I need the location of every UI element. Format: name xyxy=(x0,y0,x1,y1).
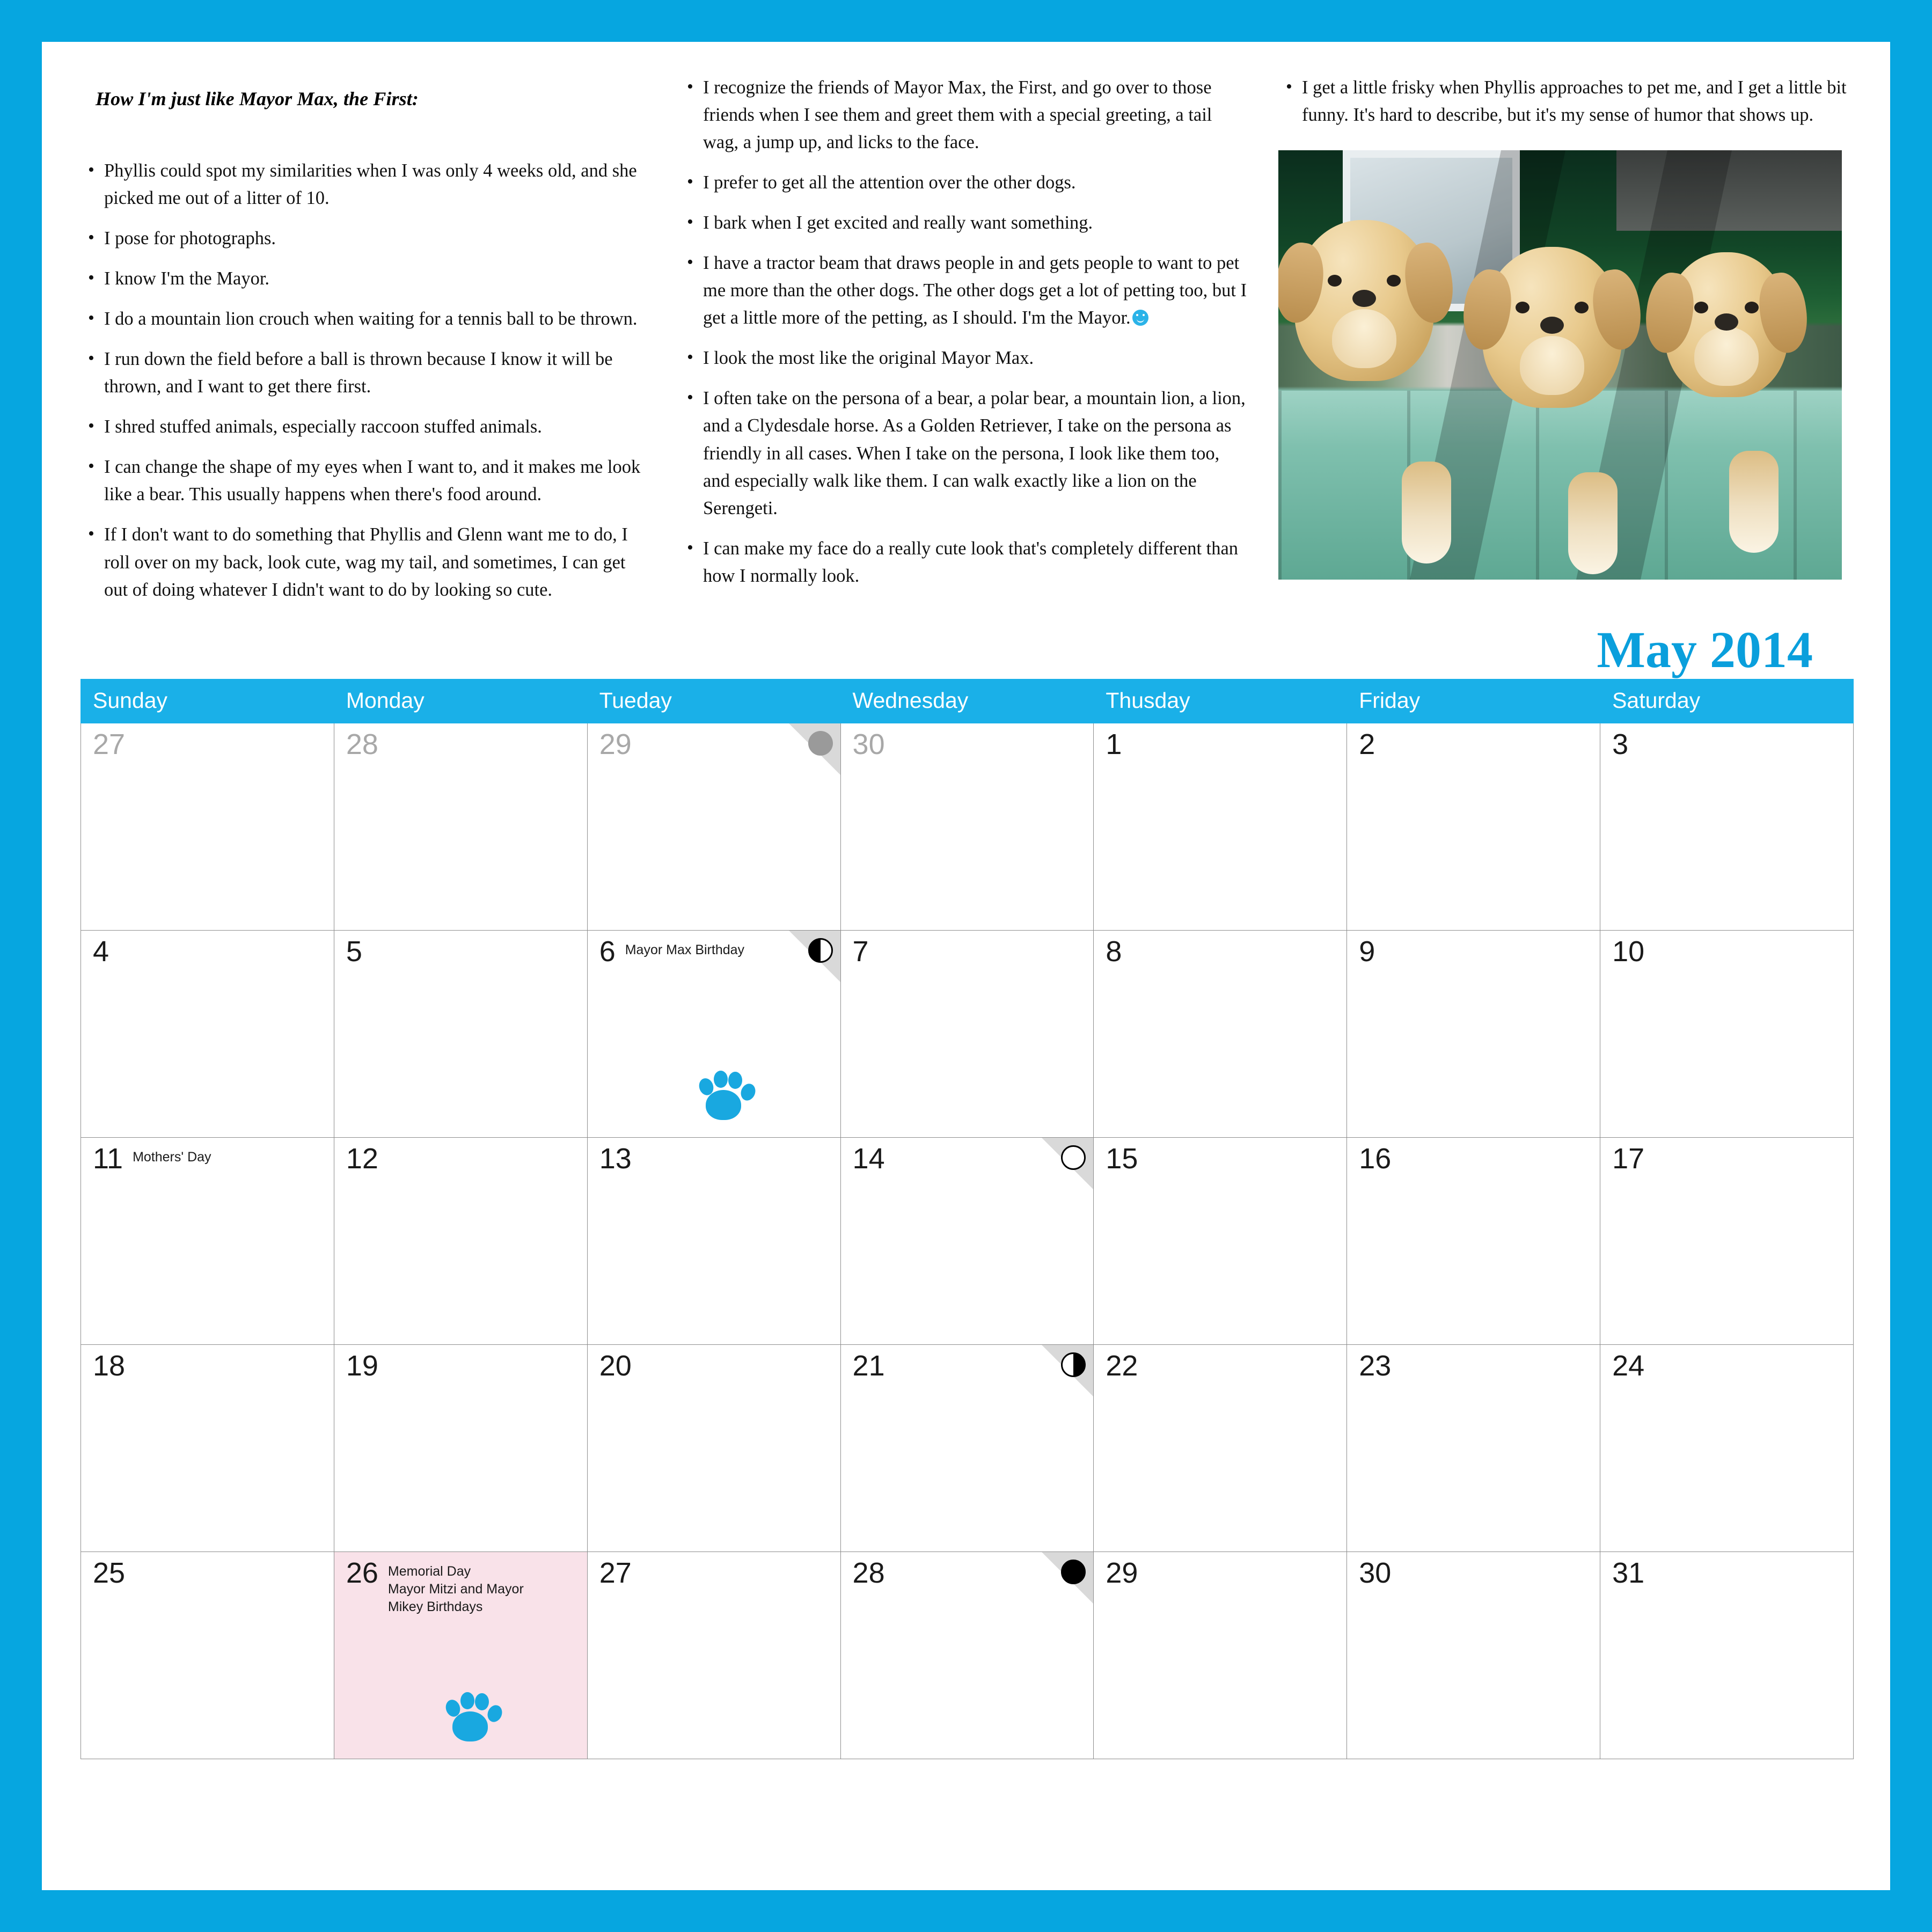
calendar-day-cell[interactable] xyxy=(1600,723,1854,930)
day-cell-inner xyxy=(1094,931,1346,1137)
day-events: Memorial Day Mayor Mitzi and Mayor Mikey Birthdays xyxy=(387,1563,524,1614)
paw-left xyxy=(1402,462,1451,564)
calendar-day-cell[interactable] xyxy=(81,1344,334,1552)
dog-right-eye-right xyxy=(1745,302,1759,313)
calendar-day-cell[interactable] xyxy=(1094,1552,1347,1759)
dog-right xyxy=(1665,252,1788,397)
paw-right xyxy=(1729,451,1779,553)
moon-phase-full-icon xyxy=(1061,1145,1086,1170)
paw-print-icon xyxy=(443,1691,502,1745)
puppies-photo xyxy=(1278,150,1842,580)
calendar-day-cell[interactable] xyxy=(1347,930,1600,1137)
moon-phase-corner xyxy=(1042,1552,1093,1604)
day-number: 13 xyxy=(599,1142,632,1175)
day-cell-inner xyxy=(588,1345,840,1552)
bullet-item: • I look the most like the original Mayor Max. xyxy=(679,345,1247,372)
day-cell-inner xyxy=(81,723,334,930)
moon-phase-last-icon xyxy=(808,938,833,963)
moon-phase-corner xyxy=(789,723,840,775)
calendar-day-cell[interactable] xyxy=(587,930,840,1137)
bullet-item: • I run down the field before a ball is thrown because I know it will be thrown, and I want to get there first. xyxy=(80,346,648,400)
calendar-day-cell[interactable] xyxy=(587,1552,840,1759)
calendar-day-cell[interactable] xyxy=(334,1344,587,1552)
bullet-item: • I pose for photographs. xyxy=(80,225,648,252)
moon-phase-gray-icon xyxy=(808,731,833,756)
calendar-week-row xyxy=(81,723,1854,930)
calendar-day-cell[interactable] xyxy=(1347,1552,1600,1759)
text-columns xyxy=(80,74,1851,617)
dog-left-ear-left xyxy=(1278,240,1328,326)
calendar-grid xyxy=(80,679,1854,1759)
dog-left-eye-left xyxy=(1328,275,1342,287)
day-cell-inner xyxy=(588,1552,840,1759)
day-number: 16 xyxy=(1359,1142,1392,1175)
day-number: 3 xyxy=(1612,728,1629,760)
day-number: 29 xyxy=(599,728,632,760)
calendar-day-cell[interactable] xyxy=(587,1137,840,1344)
calendar-day-cell[interactable] xyxy=(1600,930,1854,1137)
weekday-header-friday: Friday xyxy=(1347,679,1600,723)
calendar-day-cell[interactable] xyxy=(1347,723,1600,930)
weekday-header-sunday: Sunday xyxy=(81,679,334,723)
dog-center-eye-left xyxy=(1516,302,1529,313)
calendar-day-cell[interactable] xyxy=(81,723,334,930)
moon-phase-corner xyxy=(1042,1138,1093,1189)
dog-right-eye-left xyxy=(1694,302,1708,313)
day-number: 18 xyxy=(93,1349,126,1382)
calendar-day-cell[interactable] xyxy=(334,1552,587,1759)
calendar-day-cell[interactable] xyxy=(840,1552,1094,1759)
smiley-icon xyxy=(1132,310,1148,326)
column-three-list xyxy=(1278,74,1851,129)
day-number: 12 xyxy=(346,1142,378,1175)
day-cell-inner xyxy=(1600,1552,1853,1759)
calendar-day-cell[interactable] xyxy=(840,723,1094,930)
calendar-day-cell[interactable] xyxy=(334,723,587,930)
day-cell-inner xyxy=(334,723,587,930)
day-cell-inner xyxy=(588,931,840,1137)
day-cell-inner xyxy=(334,931,587,1137)
bullet-item: • I know I'm the Mayor. xyxy=(80,265,648,292)
bullet-item: • I can change the shape of my eyes when I want to, and it makes me look like a bear. This usually happens when there's food around. xyxy=(80,453,648,508)
column-one-list xyxy=(80,157,648,604)
calendar-week-row xyxy=(81,1552,1854,1759)
calendar-day-cell[interactable] xyxy=(1094,930,1347,1137)
bullet-item: • Phyllis could spot my similarities when I was only 4 weeks old, and she picked me out of a litter of 10. xyxy=(80,157,648,212)
calendar-week-row xyxy=(81,1344,1854,1552)
day-cell-inner xyxy=(1094,1138,1346,1344)
bullet-item: • I often take on the persona of a bear, a polar bear, a mountain lion, a lion, and a Clydesdale horse. As a Golden Retriever, I take on the persona as friendly in all cases. When I take on the persona, I look like them too, and especially walk like them. I can walk exactly like a lion on the Serengeti. xyxy=(679,385,1247,522)
paw-print-icon xyxy=(696,1070,755,1123)
day-events: Mothers' Day xyxy=(133,1149,211,1165)
day-cell-inner xyxy=(81,1138,334,1344)
day-cell-inner xyxy=(1347,931,1600,1137)
bullet-item: • I have a tractor beam that draws people in and gets people to want to pet me more than the other dogs. The other dogs get a lot of petting too, but I get a little more of the petting, as I should. I'm the Mayor. xyxy=(679,250,1247,332)
calendar-day-cell[interactable] xyxy=(587,723,840,930)
day-number: 10 xyxy=(1612,935,1645,968)
day-cell-inner xyxy=(1094,1552,1346,1759)
day-number: 6 xyxy=(599,935,616,968)
day-cell-inner xyxy=(1347,1552,1600,1759)
calendar-day-cell[interactable] xyxy=(840,1137,1094,1344)
day-number: 29 xyxy=(1106,1556,1138,1589)
day-number: 4 xyxy=(93,935,109,968)
moon-phase-first-icon xyxy=(1061,1352,1086,1377)
day-cell-inner xyxy=(81,931,334,1137)
calendar-day-cell[interactable] xyxy=(334,930,587,1137)
column-two-list xyxy=(679,74,1247,590)
calendar-day-cell[interactable] xyxy=(1600,1552,1854,1759)
page-sheet xyxy=(42,42,1890,1890)
day-cell-inner xyxy=(1094,1345,1346,1552)
column-one xyxy=(80,74,648,617)
photo-background xyxy=(1278,150,1842,580)
bullet-item: • I shred stuffed animals, especially raccoon stuffed animals. xyxy=(80,413,648,441)
day-number: 28 xyxy=(346,728,378,760)
weekday-header-wednesday: Wednesday xyxy=(840,679,1094,723)
day-cell-inner xyxy=(1347,723,1600,930)
weekday-header-tueday: Tueday xyxy=(587,679,840,723)
day-number: 15 xyxy=(1106,1142,1138,1175)
day-cell-inner xyxy=(841,931,1094,1137)
day-number: 1 xyxy=(1106,728,1122,760)
dog-left xyxy=(1294,220,1434,381)
bullet-item: • I can make my face do a really cute look that's completely different than how I normally look. xyxy=(679,535,1247,590)
calendar-week-row xyxy=(81,930,1854,1137)
day-number: 21 xyxy=(852,1349,885,1382)
calendar-day-cell[interactable] xyxy=(1347,1137,1600,1344)
day-cell-inner xyxy=(1094,723,1346,930)
dog-right-snout xyxy=(1694,327,1759,386)
calendar-day-cell[interactable] xyxy=(81,930,334,1137)
calendar-day-cell[interactable] xyxy=(1600,1137,1854,1344)
column-three xyxy=(1278,74,1851,580)
calendar-day-cell[interactable] xyxy=(1600,1344,1854,1552)
day-cell-inner xyxy=(588,723,840,930)
calendar-week-row xyxy=(81,1137,1854,1344)
calendar-day-cell[interactable] xyxy=(587,1344,840,1552)
calendar-day-cell[interactable] xyxy=(334,1137,587,1344)
calendar-day-cell[interactable] xyxy=(81,1552,334,1759)
day-cell-inner xyxy=(841,1552,1094,1759)
column-two xyxy=(679,74,1247,603)
day-number: 24 xyxy=(1612,1349,1645,1382)
dog-center-eye-right xyxy=(1575,302,1589,313)
month-title-row xyxy=(80,617,1851,676)
calendar-day-cell[interactable] xyxy=(1347,1344,1600,1552)
day-number: 11 xyxy=(93,1142,123,1175)
dog-left-snout xyxy=(1332,309,1396,368)
day-cell-inner xyxy=(334,1138,587,1344)
day-number: 28 xyxy=(852,1556,885,1589)
dog-left-nose xyxy=(1352,290,1376,307)
bullet-item: • I do a mountain lion crouch when waiting for a tennis ball to be thrown. xyxy=(80,305,648,333)
moon-phase-corner xyxy=(1042,1345,1093,1396)
day-cell-inner xyxy=(81,1552,334,1759)
bullet-item: • If I don't want to do something that Phyllis and Glenn want me to do, I roll over on my back, look cute, wag my tail, and sometimes, I can get out of doing whatever I didn't want to do by looking so cute. xyxy=(80,521,648,603)
day-number: 7 xyxy=(852,935,869,968)
calendar-header-row xyxy=(81,679,1854,723)
column-one-heading: How I'm just like Mayor Max, the First: xyxy=(96,88,419,109)
day-cell-inner xyxy=(841,1345,1094,1552)
day-number: 30 xyxy=(852,728,885,760)
day-number: 26 xyxy=(346,1556,378,1589)
bullet-item: • I bark when I get excited and really want something. xyxy=(679,209,1247,237)
calendar-day-cell[interactable] xyxy=(840,930,1094,1137)
dog-left-eye-right xyxy=(1387,275,1401,287)
day-events: Mayor Max Birthday xyxy=(625,942,745,957)
day-number: 30 xyxy=(1359,1556,1392,1589)
day-number: 19 xyxy=(346,1349,378,1382)
moon-phase-corner xyxy=(789,931,840,982)
bullet-item: • I recognize the friends of Mayor Max, the First, and go over to those friends when I see them and greet them with a special greeting, a tail wag, a jump up, and licks to the face. xyxy=(679,74,1247,156)
day-cell-inner xyxy=(1600,931,1853,1137)
day-number: 27 xyxy=(93,728,126,760)
weekday-header-monday: Monday xyxy=(334,679,587,723)
day-cell-inner xyxy=(334,1345,587,1552)
paw-center xyxy=(1568,472,1618,574)
day-number: 9 xyxy=(1359,935,1375,968)
calendar-day-cell[interactable] xyxy=(1094,1344,1347,1552)
day-number: 25 xyxy=(93,1556,126,1589)
month-title: May 2014 xyxy=(1597,620,1813,678)
bullet-item: • I get a little frisky when Phyllis approaches to pet me, and I get a little bit funny. It's hard to describe, but it's my sense of humor that shows up. xyxy=(1278,74,1851,129)
day-number: 5 xyxy=(346,935,362,968)
day-cell-inner xyxy=(1600,1138,1853,1344)
day-cell-inner xyxy=(841,723,1094,930)
day-number: 2 xyxy=(1359,728,1375,760)
day-cell-inner xyxy=(81,1345,334,1552)
day-number: 20 xyxy=(599,1349,632,1382)
calendar-day-cell[interactable] xyxy=(81,1137,334,1344)
dog-center xyxy=(1482,247,1622,408)
moon-phase-new-icon xyxy=(1061,1560,1086,1584)
day-cell-inner xyxy=(1600,723,1853,930)
weekday-header-thusday: Thusday xyxy=(1094,679,1347,723)
calendar-day-cell[interactable] xyxy=(840,1344,1094,1552)
day-cell-inner xyxy=(334,1552,587,1759)
day-cell-inner xyxy=(1600,1345,1853,1552)
day-number: 14 xyxy=(852,1142,885,1175)
day-number: 8 xyxy=(1106,935,1122,968)
day-cell-inner xyxy=(841,1138,1094,1344)
day-cell-inner xyxy=(1347,1138,1600,1344)
day-cell-inner xyxy=(1347,1345,1600,1552)
day-number: 31 xyxy=(1612,1556,1645,1589)
calendar-day-cell[interactable] xyxy=(1094,1137,1347,1344)
day-number: 22 xyxy=(1106,1349,1138,1382)
dog-center-nose xyxy=(1540,317,1564,334)
day-cell-inner xyxy=(588,1138,840,1344)
weekday-header-saturday: Saturday xyxy=(1600,679,1854,723)
day-number: 23 xyxy=(1359,1349,1392,1382)
day-number: 17 xyxy=(1612,1142,1645,1175)
bullet-item: • I prefer to get all the attention over the other dogs. xyxy=(679,169,1247,196)
dog-right-ear-right xyxy=(1755,270,1812,356)
day-number: 27 xyxy=(599,1556,632,1589)
dog-center-snout xyxy=(1520,336,1584,395)
dog-right-nose xyxy=(1715,313,1738,331)
calendar-day-cell[interactable] xyxy=(1094,723,1347,930)
